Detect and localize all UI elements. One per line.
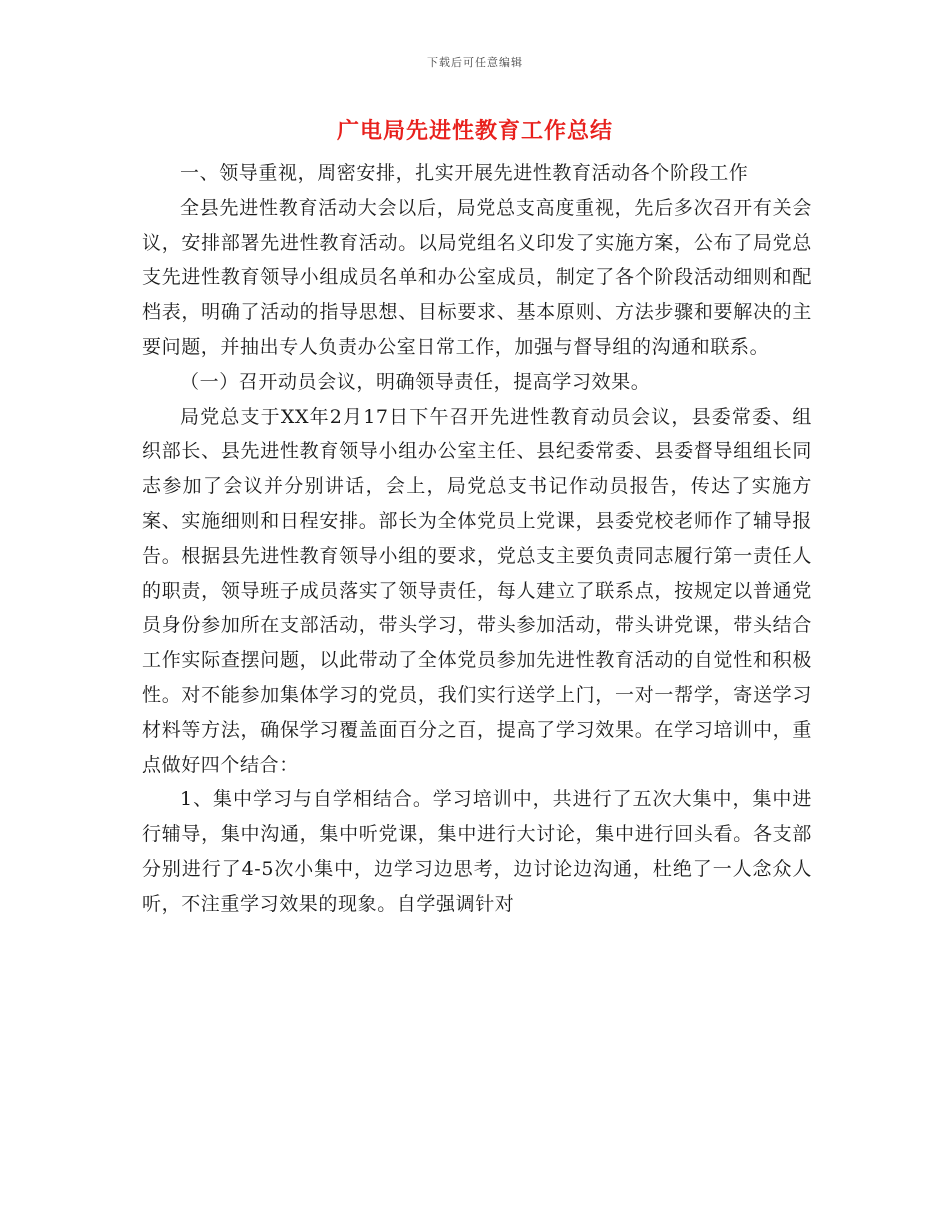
page-header-note: 下载后可任意编辑 bbox=[427, 56, 523, 69]
document-body bbox=[142, 156, 812, 922]
paragraph-2: 局党总支于XX年2月17日下午召开先进性教育动员会议，县委常委、组织部长、县先进性教育领导小组办公室主任、县纪委常委、县委督导组组长同志参加了会议并分别讲话，会上，局党总支书记作动员报告，传达了实施方案、实施细则和日程安排。部长为全体党员上党课，县委党校老师作了辅导报告。根据县先进性教育领导小组的要求，党总支主要负责同志履行第一责任人的职责，领导班子成员落实了领导责任，每人建立了联系点，按规定以普通党员身份参加所在支部活动，带头学习，带头参加活动，带头讲党课，带头结合工作实际查摆问题，以此带动了全体党员参加先进性教育活动的自觉性和积极性。对不能参加集体学习的党员，我们实行送学上门，一对一帮学，寄送学习材料等方法，确保学习覆盖面百分之百，提高了学习效果。在学习培训中，重点做好四个结合： bbox=[142, 405, 812, 776]
paragraph-1: 全县先进性教育活动大会以后，局党总支高度重视，先后多次召开有关会议，安排部署先进性教育活动。以局党组名义印发了实施方案，公布了局党总支先进性教育领导小组成员名单和办公室成员，制定了各个阶段活动细则和配档表，明确了活动的指导思想、目标要求、基本原则、方法步骤和要解决的主要问题，并抽出专人负责办公室日常工作，加强与督导组的沟通和联系。 bbox=[142, 196, 812, 358]
document-title: 广电局先进性教育工作总结 bbox=[336, 119, 613, 144]
paragraph-3: 1、集中学习与自学相结合。学习培训中，共进行了五次大集中，集中进行辅导，集中沟通，集中听党课，集中进行大讨论，集中进行回头看。各支部分别进行了4-5次小集中，边学习边思考，边讨论边沟通，杜绝了一人念众人听，不注重学习效果的现象。自学强调针对 bbox=[142, 788, 812, 915]
section-heading-1: 一、领导重视，周密安排，扎实开展先进性教育活动各个阶段工作 bbox=[180, 162, 749, 184]
subsection-heading-1: （一）召开动员会议，明确领导责任，提高学习效果。 bbox=[180, 370, 651, 393]
